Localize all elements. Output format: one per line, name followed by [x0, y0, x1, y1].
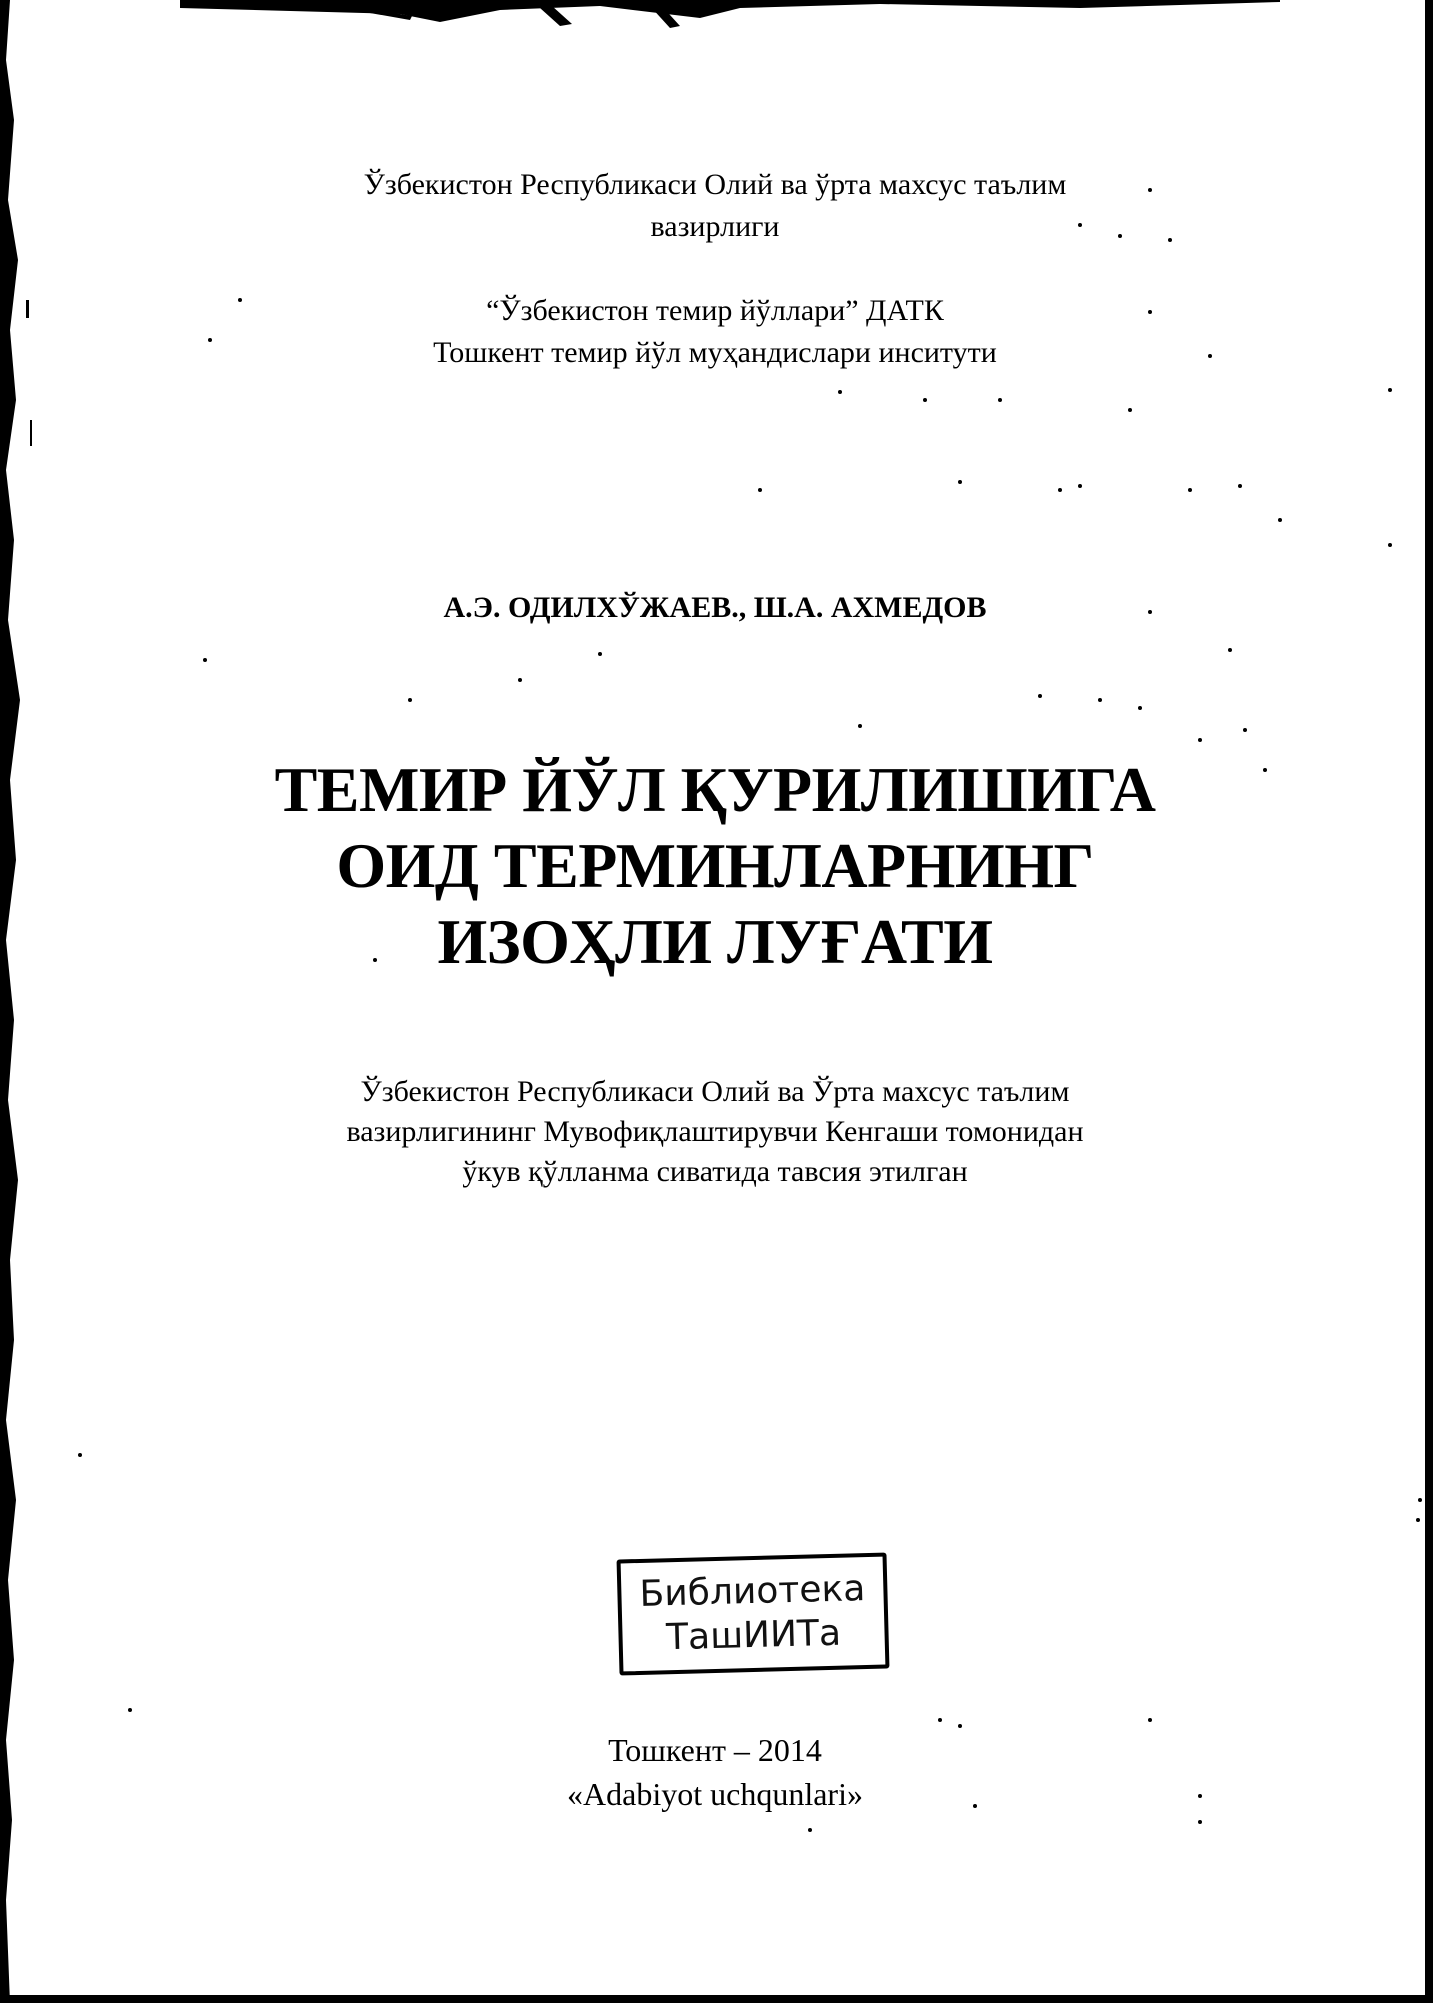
- recommendation-line-1: Ўзбекистон Республикаси Олий ва Ўрта махсус таълим: [360, 1075, 1070, 1108]
- title-line-3: ИЗОҲЛИ ЛУҒАТИ: [437, 906, 993, 977]
- imprint-publisher: «Adabiyot uchqunlari»: [567, 1776, 863, 1812]
- stamp-line-2: ТашИИТа: [665, 1612, 842, 1659]
- org-line-2: Тошкент темир йўл муҳандислари инситути: [433, 336, 997, 369]
- org-line-1: “Ўзбекистон темир йўллари” ДАТК: [486, 294, 944, 327]
- title-line-1: ТЕМИР ЙЎЛ ҚУРИЛИШИГА: [274, 754, 1156, 825]
- title-line-2: ОИД ТЕРМИНЛАРНИНГ: [336, 830, 1094, 901]
- imprint: [150, 1728, 1280, 1816]
- ministry-line-2: вазирлиги: [650, 210, 780, 243]
- imprint-city-year: Тошкент – 2014: [608, 1732, 822, 1768]
- ministry-line-1: Ўзбекистон Республикаси Олий ва ўрта махсус таълим: [363, 168, 1067, 201]
- scan-edge-bottom: [0, 1993, 1433, 2003]
- authors: А.Э. ОДИЛХЎЖАЕВ., Ш.А. АХМЕДОВ: [443, 591, 987, 624]
- ministry-header: [150, 164, 1280, 248]
- scan-edge-right: [1421, 0, 1433, 2003]
- institution-header: [150, 290, 1280, 374]
- recommendation-line-2: вазирлигининг Мувофиқлаштирувчи Кенгаши томонидан: [346, 1115, 1084, 1148]
- book-title: [150, 752, 1280, 980]
- recommendation-line-3: ўкув қўлланма сиватида тавсия этилган: [462, 1155, 968, 1188]
- recommendation-note: [150, 1072, 1280, 1192]
- library-stamp: [617, 1552, 890, 1675]
- scan-edge-top: [180, 0, 1280, 30]
- stamp-line-1: Библиотека: [639, 1568, 866, 1615]
- scan-edge-left: [0, 0, 36, 2003]
